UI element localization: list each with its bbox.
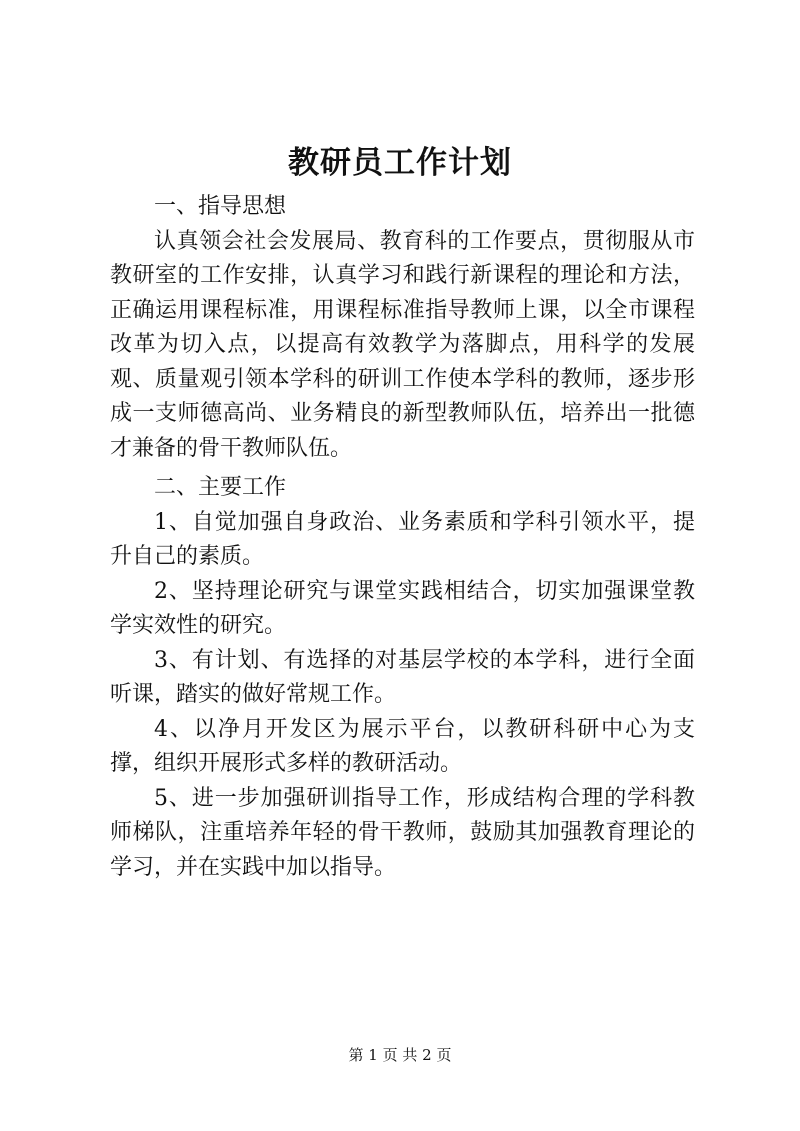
section-heading: 一、指导思想 — [154, 194, 287, 219]
section-main-work — [110, 471, 695, 885]
paragraph: 5、进一步加强研训指导工作，形成结构合理的学科教师梯队，注重培养年轻的骨干教师，鼓励其加强教育理论的学习，并在实践中加以指导。 — [110, 785, 695, 880]
document-title: 教研员工作计划 — [288, 145, 512, 181]
paragraph: 2、坚持理论研究与课堂实践相结合，切实加强课堂教学实效性的研究。 — [110, 578, 695, 638]
paragraph: 1、自觉加强自身政治、业务素质和学科引领水平，提升自己的素质。 — [110, 509, 695, 569]
page-footer: 第 1 页 共 2 页 — [348, 1046, 452, 1064]
section-guiding-thought — [110, 190, 695, 466]
paragraph: 3、有计划、有选择的对基层学校的本学科，进行全面听课，踏实的做好常规工作。 — [110, 647, 695, 707]
section-heading: 二、主要工作 — [154, 475, 287, 500]
paragraph: 认真领会社会发展局、教育科的工作要点，贯彻服从市教研室的工作安排，认真学习和践行新课程的理论和方法，正确运用课程标准，用课程标准指导教师上课，以全市课程改革为切入点，以提高有效教学为落脚点，用科学的发展观、质量观引领本学科的研训工作使本学科的教师，逐步形成一支师德高尚、业务精良的新型教师队伍，培养出一批德才兼备的骨干教师队伍。 — [110, 228, 695, 461]
paragraph: 4、以净月开发区为展示平台，以教研科研中心为支撑，组织开展形式多样的教研活动。 — [110, 716, 695, 776]
